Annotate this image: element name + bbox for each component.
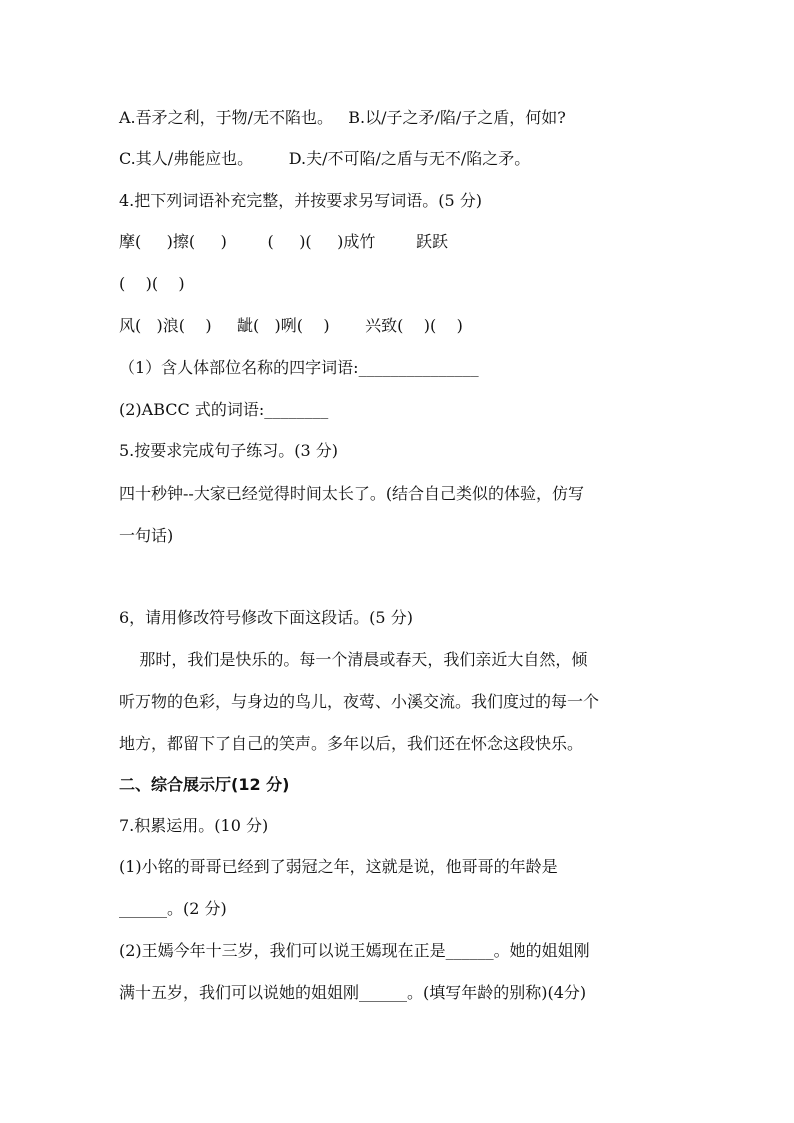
question-5-heading: 5.按要求完成句子练习。(3 分)	[119, 441, 339, 460]
question-4-words-row-2: 风( )浪( ) 龇( )咧( ) 兴致( )( )	[119, 316, 463, 335]
question-7-heading: 7.积累运用。(10 分)	[119, 816, 269, 835]
question-7-sub-1: (1)小铭的哥哥已经到了弱冠之年，这就是说，他哥哥的年龄是	[119, 857, 558, 876]
question-5-prompt-cont: 一句话)	[119, 526, 174, 545]
question-7-sub-2: (2)王嫣今年十三岁，我们可以说王嫣现在正是______。她的姐姐刚	[119, 941, 590, 960]
question-7-sub-1-cont: ______。(2 分)	[119, 899, 227, 918]
question-3-options-ab: A.吾矛之利，于物/无不陷也。 B.以/子之矛/陷/子之盾，何如?	[119, 108, 566, 127]
question-4-heading: 4.把下列词语补充完整，并按要求另写词语。(5 分)	[119, 191, 483, 210]
question-4-sub-2: (2)ABCC 式的词语:________	[119, 400, 329, 419]
question-4-words-row-1-cont: ( )( )	[119, 274, 185, 293]
question-6-heading: 6，请用修改符号修改下面这段话。(5 分)	[119, 608, 413, 627]
section-2-heading: 二、综合展示厅(12 分)	[119, 775, 290, 794]
question-6-passage-line-1: 那时，我们是快乐的。每一个清晨或春天，我们亲近大自然，倾	[119, 650, 588, 669]
question-4-words-row-1: 摩( )擦( ) ( )( )成竹 跃跃	[119, 232, 449, 251]
question-3-options-cd: C.其人/弗能应也。 D.夫/不可陷/之盾与无不/陷之矛。	[119, 149, 531, 168]
question-4-sub-1: （1）含人体部位名称的四字词语:_______________	[119, 358, 479, 377]
question-6-passage-line-2: 听万物的色彩，与身边的鸟儿，夜莺、小溪交流。我们度过的每一个	[119, 692, 600, 711]
question-7-sub-2-cont: 满十五岁，我们可以说她的姐姐刚______。(填写年龄的别称)(4分)	[119, 983, 587, 1002]
question-6-passage-line-3: 地方，都留下了自己的笑声。多年以后，我们还在怀念这段快乐。	[119, 734, 584, 753]
question-5-prompt: 四十秒钟--大家已经觉得时间太长了。(结合自己类似的体验，仿写	[119, 484, 585, 503]
